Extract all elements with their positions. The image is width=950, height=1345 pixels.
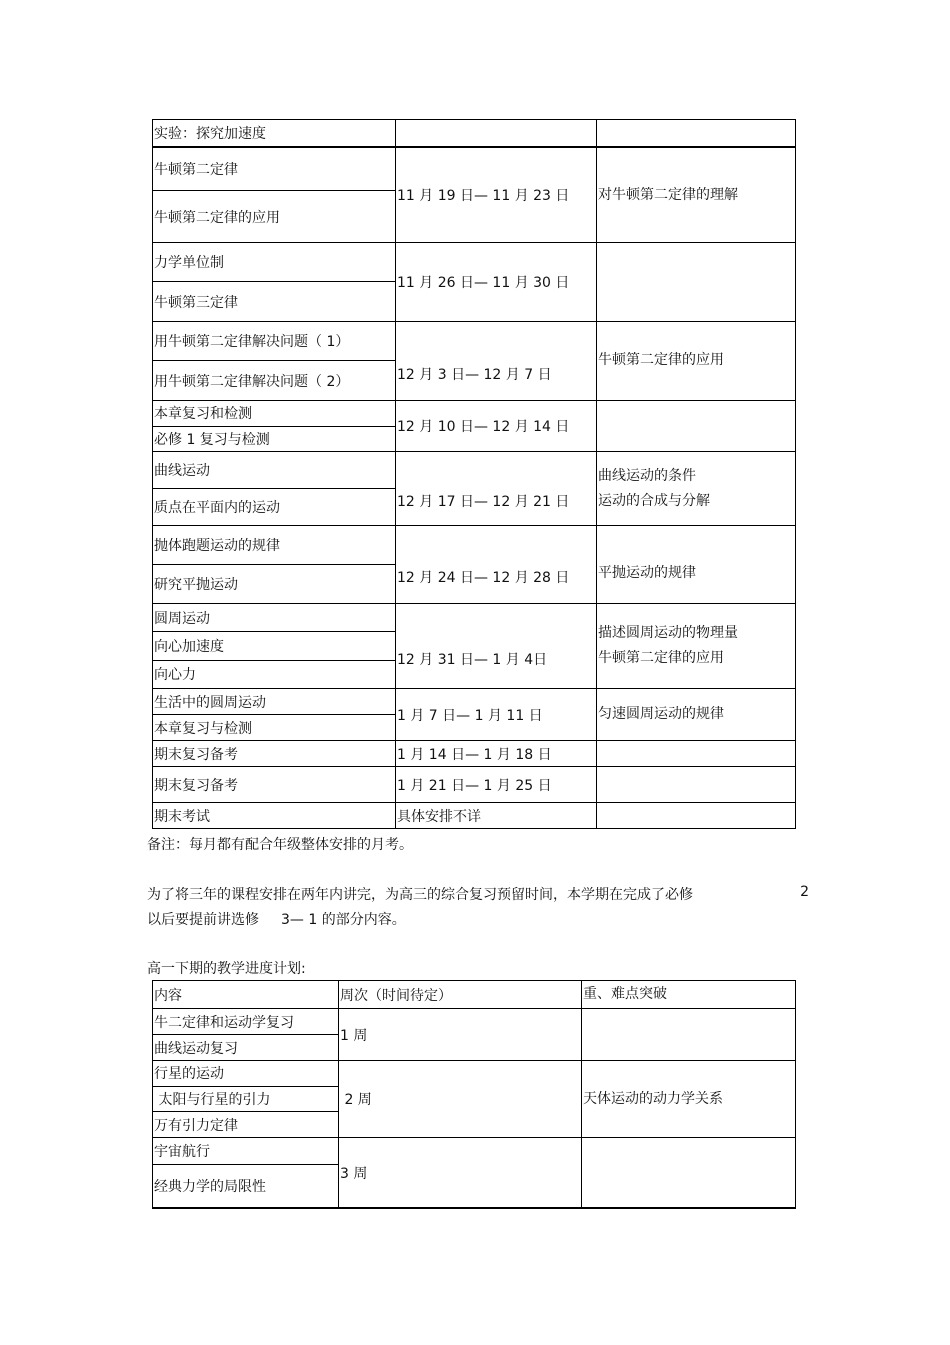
table-row xyxy=(153,1060,795,1137)
topic-cell: 行星的运动 xyxy=(154,1066,224,1083)
topic-cell: 太阳与行星的引力 xyxy=(153,1086,338,1112)
paragraph-text: 2 xyxy=(800,884,809,900)
topic-cell: 圆周运动 xyxy=(154,610,210,627)
date-cell: 1 月 7 日— 1 月 11 日 xyxy=(396,689,597,740)
date-cell: 12 月 10 日— 12 月 14 日 xyxy=(396,401,597,451)
topic-cell: 经典力学的局限性 xyxy=(153,1164,338,1207)
column-header: 内容 xyxy=(154,987,182,1004)
topic-cell: 期末考试 xyxy=(154,808,210,825)
section-title: 高一下期的教学进度计划: xyxy=(147,961,306,977)
date-cell: 12 月 31 日— 1 月 4日 xyxy=(396,604,597,688)
week-cell: 1 周 xyxy=(339,1009,582,1060)
focus-cell: 描述圆周运动的物理量 牛顿第二定律的应用 xyxy=(598,625,738,666)
topic-cell: 曲线运动 xyxy=(154,463,210,479)
table-row xyxy=(153,400,795,451)
date-cell: 1 月 14 日— 1 月 18 日 xyxy=(396,741,597,766)
focus-cell xyxy=(597,243,795,321)
date-cell: 11 月 26 日— 11 月 30 日 xyxy=(396,243,597,321)
focus-cell xyxy=(597,120,795,146)
table-row xyxy=(153,1137,795,1207)
table-row xyxy=(153,120,795,146)
topic-cell: 曲线运动复习 xyxy=(153,1034,338,1060)
topic-cell: 牛顿第二定律 xyxy=(154,162,238,178)
topic-cell: 向心加速度 xyxy=(153,631,395,659)
table-row xyxy=(153,146,795,242)
column-header: 重、难点突破 xyxy=(583,986,667,1002)
table-row xyxy=(153,688,795,740)
table-row xyxy=(153,603,795,688)
paragraph xyxy=(147,884,809,931)
topic-cell: 力学单位制 xyxy=(154,255,224,271)
focus-cell xyxy=(582,1009,795,1060)
topic-cell: 牛顿第二定律的应用 xyxy=(153,190,395,242)
paragraph-text: 3— 1 的部分内容。 xyxy=(281,912,406,928)
date-cell: 1 月 21 日— 1 月 25 日 xyxy=(396,767,597,802)
table-row xyxy=(153,525,795,603)
topic-cell: 用牛顿第二定律解决问题（ 2） xyxy=(153,360,395,400)
focus-cell xyxy=(597,741,795,766)
topic-cell: 牛二定律和运动学复习 xyxy=(154,1014,294,1031)
table-row xyxy=(153,1008,795,1060)
date-cell: 12 月 3 日— 12 月 7 日 xyxy=(396,322,597,400)
week-cell: 2 周 xyxy=(339,1061,582,1137)
week-cell: 3 周 xyxy=(339,1138,582,1207)
focus-cell xyxy=(597,803,795,828)
date-cell: 12 月 24 日— 12 月 28 日 xyxy=(396,526,597,603)
table-row xyxy=(153,321,795,400)
topic-cell: 用牛顿第二定律解决问题（ 1） xyxy=(154,334,350,350)
paragraph-text: 以后要提前讲选修 xyxy=(147,912,259,928)
column-header: 周次（时间待定） xyxy=(339,981,582,1008)
focus-cell: 天体运动的动力学关系 xyxy=(583,1090,723,1107)
schedule-table-2 xyxy=(152,980,796,1209)
date-cell: 11 月 19 日— 11 月 23 日 xyxy=(396,148,597,242)
table-row xyxy=(153,802,795,828)
schedule-table-1 xyxy=(152,119,796,829)
table-row xyxy=(153,451,795,525)
topic-cell: 期末复习备考 xyxy=(154,746,238,763)
table-header-row xyxy=(153,981,795,1008)
focus-cell xyxy=(597,767,795,802)
table-row xyxy=(153,740,795,766)
topic-cell: 宇宙航行 xyxy=(154,1144,210,1160)
focus-cell: 平抛运动的规律 xyxy=(598,565,696,581)
date-cell: 具体安排不详 xyxy=(396,803,597,828)
paragraph-text: 为了将三年的课程安排在两年内讲完，为高三的综合复习预留时间，本学期在完成了必修 xyxy=(147,887,693,903)
topic-cell: 期末复习备考 xyxy=(154,777,238,794)
topic-cell: 必修 1 复习与检测 xyxy=(153,426,395,452)
footnote: 备注：每月都有配合年级整体安排的月考。 xyxy=(147,837,413,853)
topic-cell: 本章复习与检测 xyxy=(153,714,395,740)
topic-cell: 向心力 xyxy=(153,660,395,688)
topic-cell: 万有引力定律 xyxy=(153,1111,338,1137)
focus-cell xyxy=(597,401,795,451)
topic-cell: 本章复习和检测 xyxy=(154,406,252,423)
focus-cell: 曲线运动的条件 运动的合成与分解 xyxy=(598,467,710,509)
topic-cell: 牛顿第三定律 xyxy=(153,281,395,321)
date-cell: 12 月 17 日— 12 月 21 日 xyxy=(396,452,597,525)
topic-cell: 抛体跑题运动的规律 xyxy=(154,538,280,554)
focus-cell: 匀速圆周运动的规律 xyxy=(598,706,724,722)
topic-cell: 实验：探究加速度 xyxy=(154,126,266,142)
topic-cell: 生活中的圆周运动 xyxy=(154,694,266,711)
focus-cell xyxy=(582,1138,795,1207)
date-cell xyxy=(396,120,597,146)
topic-cell: 质点在平面内的运动 xyxy=(153,488,395,525)
focus-cell: 牛顿第二定律的应用 xyxy=(598,352,724,368)
topic-cell: 研究平抛运动 xyxy=(153,564,395,603)
table-row xyxy=(153,242,795,321)
focus-cell: 对牛顿第二定律的理解 xyxy=(598,186,738,203)
table-row xyxy=(153,766,795,802)
